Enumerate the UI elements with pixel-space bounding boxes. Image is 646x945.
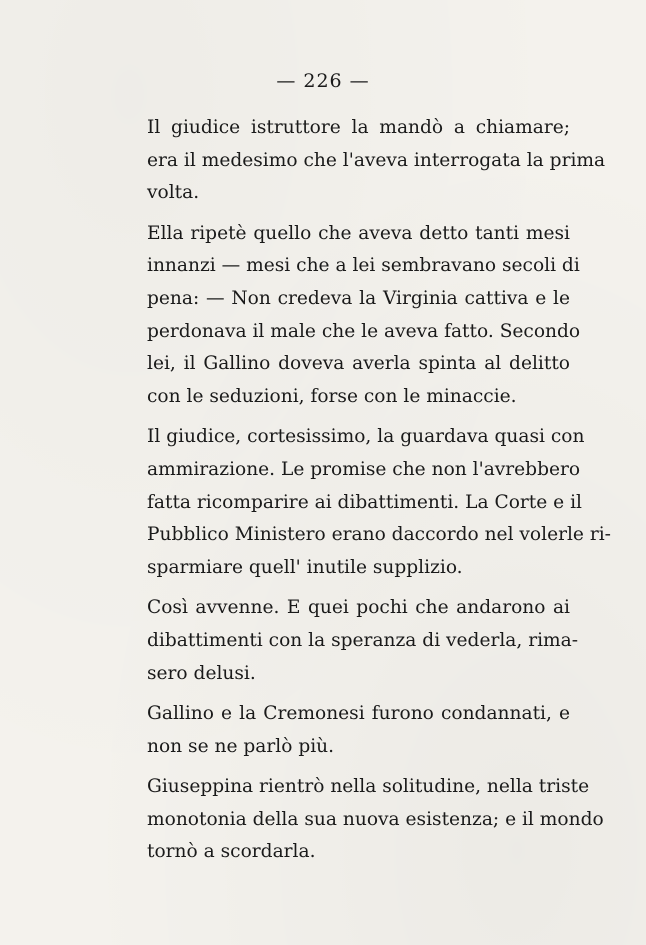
text-line: dibattimenti con la speranza di vederla, rima- [147,629,579,651]
paragraph-5 [117,698,570,763]
text-line: pena: — Non credeva la Virginia cattiva e le [147,287,570,309]
text-line: ammirazione. Le promise che non l'avrebbero [147,458,581,480]
text-line: perdonava il male che le aveva fatto. Secondo [147,320,581,342]
text-line: lei, il Gallino doveva averla spinta al delitto [147,353,570,375]
text-line: con le seduzioni, forse con le minaccie. [147,385,517,407]
text-line: non se ne parlò più. [147,735,335,757]
paragraph-2 [117,218,581,414]
text-line: sparmiare quell' inutile supplizio. [147,556,463,578]
text-line: Il giudice, cortesissimo, la guardava quasi con [147,426,585,448]
text-line: Così avvenne. E quei pochi che andarono ai [147,597,570,619]
text-line: sero delusi. [147,662,256,684]
paragraph-1 [117,112,606,210]
text-line: fatta ricomparire ai dibattimenti. La Corte e il [147,491,582,513]
text-line: innanzi — mesi che a lei sembravano secoli di [147,255,580,277]
text-line: Il giudice istruttore la mandò a chiamare; [147,117,570,138]
text-line: Giuseppina rientrò nella solitudine, nella triste [147,776,590,798]
paragraph-6 [117,771,604,869]
text-line: Gallino e la Cremonesi furono condannati, e [147,703,570,725]
text-line: monotonia della sua nuova esistenza; e il mondo [147,808,604,830]
text-line: tornò a scordarla. [147,841,316,863]
page-number: — 226 — [276,70,370,92]
text-line: Pubblico Ministero erano daccordo nel volerle ri- [147,524,611,546]
paragraph-4 [117,592,579,690]
text-body [117,112,611,877]
paragraph-3 [117,421,611,584]
text-line: era il medesimo che l'aveva interrogata la prima [147,149,606,171]
text-line: volta. [147,182,200,204]
text-line: Ella ripetè quello che aveva detto tanti mesi [147,222,570,244]
